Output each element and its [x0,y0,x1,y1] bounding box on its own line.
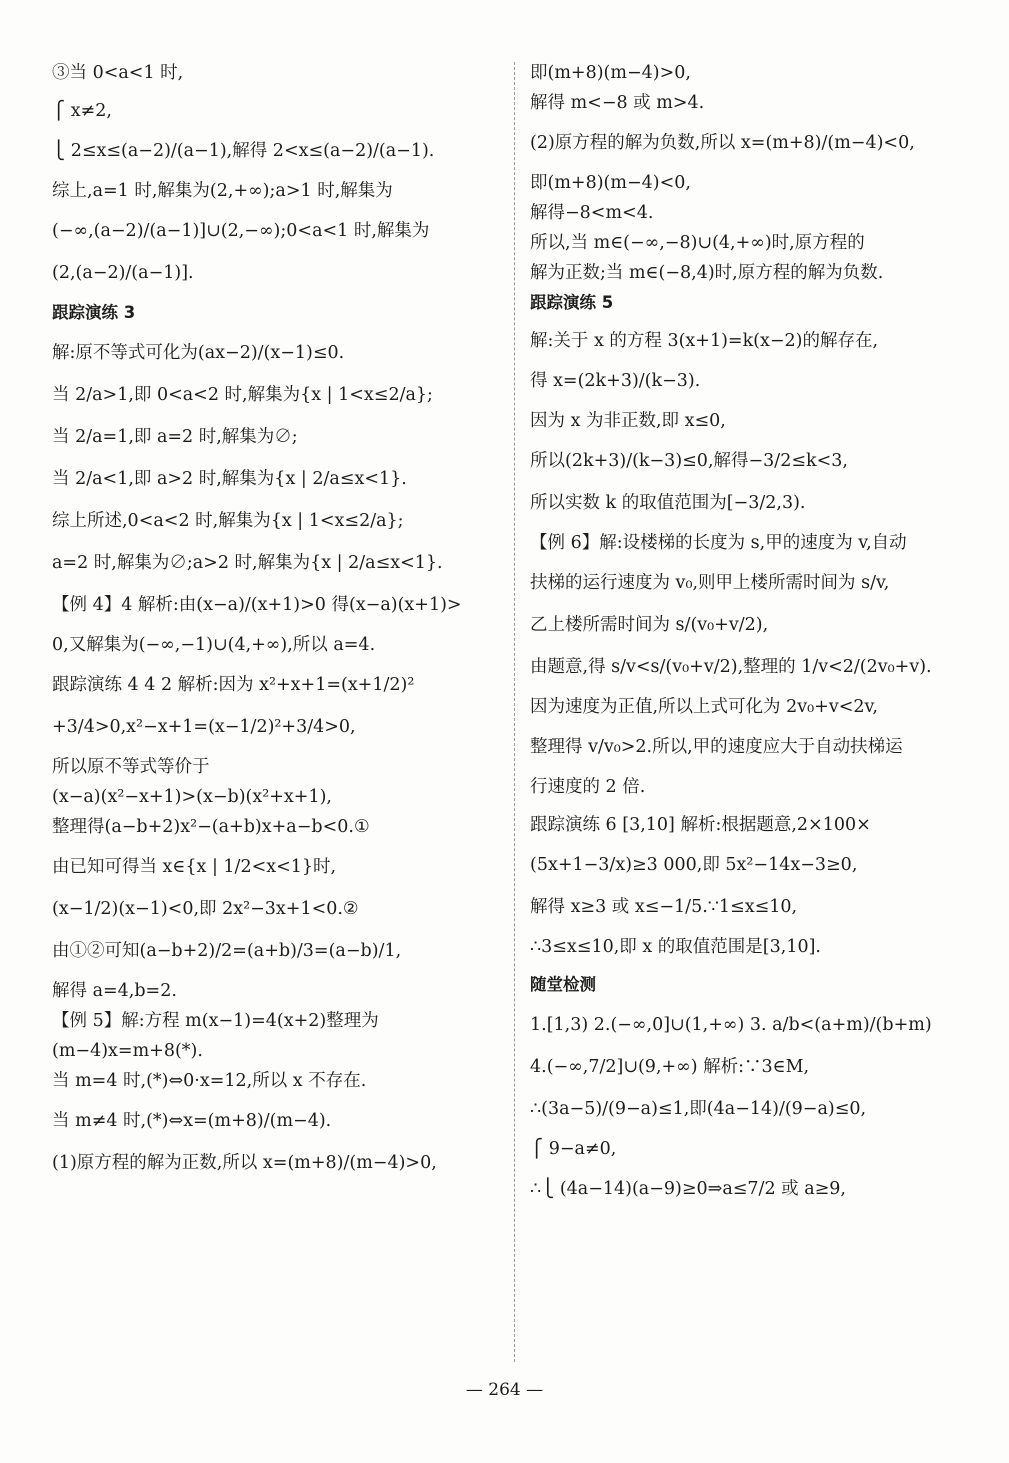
text-line: ⎧ x≠2, [52,101,112,121]
text-line: 跟踪演练 4 4 2 解析:因为 x²+x+1=(x+1/2)² [52,675,415,695]
text-line: 【例 5】解:方程 m(x−1)=4(x+2)整理为 [52,1011,379,1031]
text-line: ⎩ 2≤x≤(a−2)/(a−1),解得 2<x≤(a−2)/(a−1). [52,141,435,161]
text-line: 得 x=(2k+3)/(k−3). [530,371,701,391]
text-line: 所以实数 k 的取值范围为[−3/2,3). [530,493,806,513]
text-line: 因为速度为正值,所以上式可化为 2v₀+v<2v, [530,697,878,717]
text-line: 由题意,得 s/v<s/(v₀+v/2),整理的 1/v<2/(2v₀+v). [530,657,932,677]
text-line: 跟踪演练 6 [3,10] 解析:根据题意,2×100× [530,815,871,835]
text-line: (x−a)(x²−x+1)>(x−b)(x²+x+1), [52,787,332,807]
text-line: 行速度的 2 倍. [530,777,646,797]
text-line: 解:关于 x 的方程 3(x+1)=k(x−2)的解存在, [530,331,879,351]
text-line: 当 2/a>1,即 0<a<2 时,解集为{x | 1<x≤2/a}; [52,385,433,405]
text-line: 综上所述,0<a<2 时,解集为{x | 1<x≤2/a}; [52,511,404,531]
text-line: 【例 4】4 解析:由(x−a)/(x+1)>0 得(x−a)(x+1)> [52,595,462,615]
text-line: +3/4>0,x²−x+1=(x−1/2)²+3/4>0, [52,717,356,737]
text-line: ∴⎩ (4a−14)(a−9)≥0⇒a≤7/2 或 a≥9, [530,1179,846,1199]
section-heading: 随堂检测 [530,975,596,994]
text-line: 整理得 v/v₀>2.所以,甲的速度应大于自动扶梯运 [530,737,903,757]
text-line: (1)原方程的解为正数,所以 x=(m+8)/(m−4)>0, [52,1153,437,1173]
text-line: 当 2/a<1,即 a>2 时,解集为{x | 2/a≤x<1}. [52,469,407,489]
text-line: 【例 6】解:设楼梯的长度为 s,甲的速度为 v,自动 [530,533,907,553]
text-line: 所以(2k+3)/(k−3)≤0,解得−3/2≤k<3, [530,451,848,471]
text-line: ∴3≤x≤10,即 x 的取值范围是[3,10]. [530,937,821,957]
text-line: 解得 m<−8 或 m>4. [530,93,705,113]
text-line: 因为 x 为非正数,即 x≤0, [530,411,726,431]
text-line: (x−1/2)(x−1)<0,即 2x²−3x+1<0.② [52,899,359,919]
text-line: 解:原不等式可化为(ax−2)/(x−1)≤0. [52,343,345,363]
text-line: 即(m+8)(m−4)<0, [530,173,691,193]
text-line: 扶梯的运行速度为 v₀,则甲上楼所需时间为 s/v, [530,573,890,593]
text-line: 1.[1,3) 2.(−∞,0]∪(1,+∞) 3. a/b<(a+m)/(b+m) [530,1015,932,1035]
left-column [52,60,498,1190]
column-divider [514,62,515,1362]
text-line: (−∞,(a−2)/(a−1)]∪(2,−∞);0<a<1 时,解集为 [52,221,430,241]
text-line: 由①②可知(a−b+2)/2=(a+b)/3=(a−b)/1, [52,941,402,961]
text-line: 所以原不等式等价于 [52,757,210,777]
text-line: 当 2/a=1,即 a=2 时,解集为∅; [52,427,298,447]
text-line: a=2 时,解集为∅;a>2 时,解集为{x | 2/a≤x<1}. [52,553,443,573]
text-line: (2,(a−2)/(a−1)]. [52,263,194,283]
text-line: 0,又解集为(−∞,−1)∪(4,+∞),所以 a=4. [52,635,376,655]
text-line: ⎧ 9−a≠0, [530,1139,617,1159]
text-line: 乙上楼所需时间为 s/(v₀+v/2), [530,615,769,635]
text-line: (m−4)x=m+8(*). [52,1041,203,1061]
right-column [530,60,975,1216]
text-line: 综上,a=1 时,解集为(2,+∞);a>1 时,解集为 [52,181,393,201]
text-line: 所以,当 m∈(−∞,−8)∪(4,+∞)时,原方程的 [530,233,865,253]
text-line: ③当 0<a<1 时, [52,63,184,83]
section-heading: 跟踪演练 5 [530,293,614,312]
text-line: 解得 x≥3 或 x≤−1/5.∵1≤x≤10, [530,897,798,917]
text-line: (5x+1−3/x)≥3 000,即 5x²−14x−3≥0, [530,855,858,875]
page-number: — 264 — [465,1380,544,1400]
text-line: 解为正数;当 m∈(−8,4)时,原方程的解为负数. [530,263,884,283]
text-line: 整理得(a−b+2)x²−(a+b)x+a−b<0.① [52,817,370,837]
text-line: 即(m+8)(m−4)>0, [530,63,691,83]
text-line: 当 m=4 时,(*)⇔0·x=12,所以 x 不存在. [52,1071,367,1091]
text-line: 由已知可得当 x∈{x | 1/2<x<1}时, [52,857,337,877]
text-line: 4.(−∞,7/2]∪(9,+∞) 解析:∵3∈M, [530,1057,810,1077]
section-heading: 跟踪演练 3 [52,303,136,322]
text-line: ∴(3a−5)/(9−a)≤1,即(4a−14)/(9−a)≤0, [530,1099,867,1119]
text-line: 解得−8<m<4. [530,203,654,223]
text-line: 当 m≠4 时,(*)⇔x=(m+8)/(m−4). [52,1111,332,1131]
text-line: (2)原方程的解为负数,所以 x=(m+8)/(m−4)<0, [530,133,915,153]
text-line: 解得 a=4,b=2. [52,981,177,1001]
